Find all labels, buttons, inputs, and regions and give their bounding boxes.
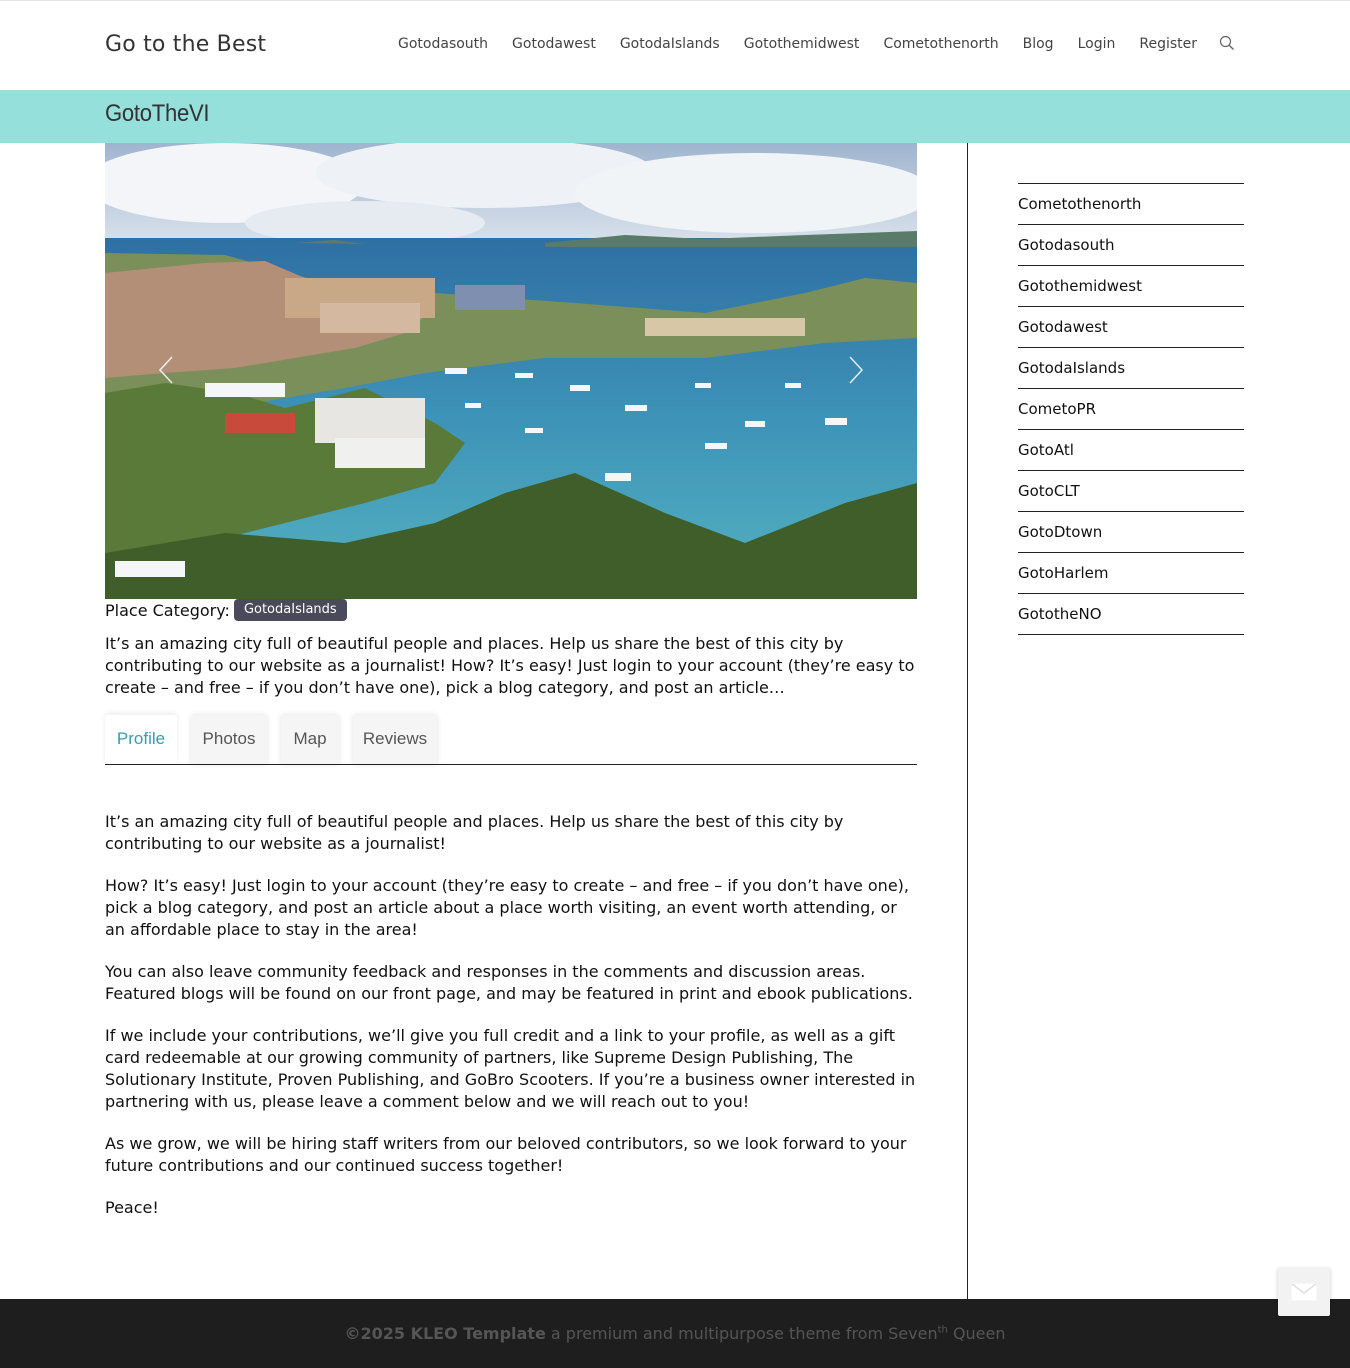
tab-photos[interactable]: Photos	[191, 715, 267, 764]
sidebar-item-gotodtown[interactable]: GotoDtown	[1018, 512, 1244, 553]
nav-item-gotodasouth[interactable]: Gotodasouth	[398, 36, 489, 52]
sidebar-item-gototheno[interactable]: GototheNO	[1018, 594, 1244, 635]
profile-content	[105, 811, 917, 1239]
sidebar-item-gotoclt[interactable]: GotoCLT	[1018, 471, 1244, 512]
site-header	[0, 0, 1350, 90]
footer-tagline-end: Queen	[947, 1324, 1006, 1343]
envelope-icon	[1291, 1283, 1317, 1301]
search-icon[interactable]	[1219, 35, 1237, 53]
site-footer	[0, 1299, 1350, 1368]
chevron-left-icon	[155, 355, 179, 385]
nav-item-login[interactable]: Login	[1077, 36, 1116, 52]
nav-item-gotodawest[interactable]: Gotodawest	[512, 36, 596, 52]
page-title-bar	[0, 90, 1350, 143]
sidebar-item-cometothenorth[interactable]: Cometothenorth	[1018, 184, 1244, 225]
sidebar-divider	[967, 143, 968, 1299]
hero-image-slider[interactable]	[105, 143, 917, 599]
footer-brand[interactable]: ©2025 KLEO Template	[344, 1324, 546, 1343]
profile-paragraph: It’s an amazing city full of beautiful people and places. Help us share the best of this city by contributing to our website as a journalist!	[105, 812, 844, 853]
sidebar-item-cometopr[interactable]: CometoPR	[1018, 389, 1244, 430]
sidebar-categories	[1018, 183, 1244, 635]
profile-paragraph: If we include your contributions, we’ll give you full credit and a link to your profile, as well as a gift card redeemable at our growing community of partners, like Supreme Design Publishing, The Solutionary Institute, Proven Publishing, and GoBro Scooters. If you’re a business owner interested in partnering with us, please leave a comment below and we will reach out to you!	[105, 1026, 916, 1111]
sidebar-item-gotodasouth[interactable]: Gotodasouth	[1018, 225, 1244, 266]
message-button[interactable]	[1278, 1268, 1330, 1316]
profile-paragraph: As we grow, we will be hiring staff writers from our beloved contributors, so we look forward to your future contributions and our continued success together!	[105, 1134, 907, 1175]
sidebar-item-gotoatl[interactable]: GotoAtl	[1018, 430, 1244, 471]
nav-item-gotodaislands[interactable]: GotodaIslands	[619, 36, 720, 52]
main-nav	[374, 35, 1237, 53]
sidebar-item-gotoharlem[interactable]: GotoHarlem	[1018, 553, 1244, 594]
slider-prev-arrow[interactable]	[155, 355, 179, 385]
profile-paragraph: You can also leave community feedback and responses in the comments and discussion areas. Featured blogs will be found on our front page, and may be featured in print and ebook publications.	[105, 962, 913, 1003]
footer-copyright	[0, 1324, 1350, 1343]
tab-profile[interactable]: Profile	[105, 715, 177, 764]
place-tabs	[105, 715, 917, 765]
site-logo[interactable]: Go to the Best	[105, 32, 267, 57]
tab-map[interactable]: Map	[281, 715, 339, 764]
profile-paragraph: How? It’s easy! Just login to your account (they’re easy to create – and free – if you don’t have one), pick a blog category, and post an article about a place worth visiting, an event worth attending, or an affordable place to stay in the area!	[105, 876, 909, 939]
chevron-right-icon	[843, 355, 867, 385]
nav-item-blog[interactable]: Blog	[1022, 36, 1054, 52]
place-category-badge[interactable]: GotodaIslands	[234, 599, 347, 621]
page-title: GotoTheVI	[105, 100, 210, 127]
place-intro: It’s an amazing city full of beautiful people and places. Help us share the best of this city by contributing to our website as a journalist! How? It’s easy! Just login to your account (they’re easy to create – and free – if you don’t have one), pick a blog category, and post an article…	[105, 634, 915, 697]
sidebar-item-gotodawest[interactable]: Gotodawest	[1018, 307, 1244, 348]
nav-item-cometothenorth[interactable]: Cometothenorth	[883, 36, 999, 52]
tab-reviews[interactable]: Reviews	[353, 715, 437, 764]
nav-item-gotothemidwest[interactable]: Gotothemidwest	[743, 36, 860, 52]
footer-tagline: a premium and multipurpose theme from Seven	[545, 1324, 938, 1343]
nav-item-register[interactable]: Register	[1139, 36, 1197, 52]
sidebar-item-gotothemidwest[interactable]: Gotothemidwest	[1018, 266, 1244, 307]
place-category	[105, 599, 347, 621]
footer-sup: th	[937, 1324, 948, 1336]
place-category-label: Place Category:	[105, 600, 230, 620]
slider-next-arrow[interactable]	[843, 355, 867, 385]
profile-paragraph: Peace!	[105, 1198, 159, 1217]
hero-photo	[105, 143, 917, 599]
sidebar-item-gotodaislands[interactable]: GotodaIslands	[1018, 348, 1244, 389]
